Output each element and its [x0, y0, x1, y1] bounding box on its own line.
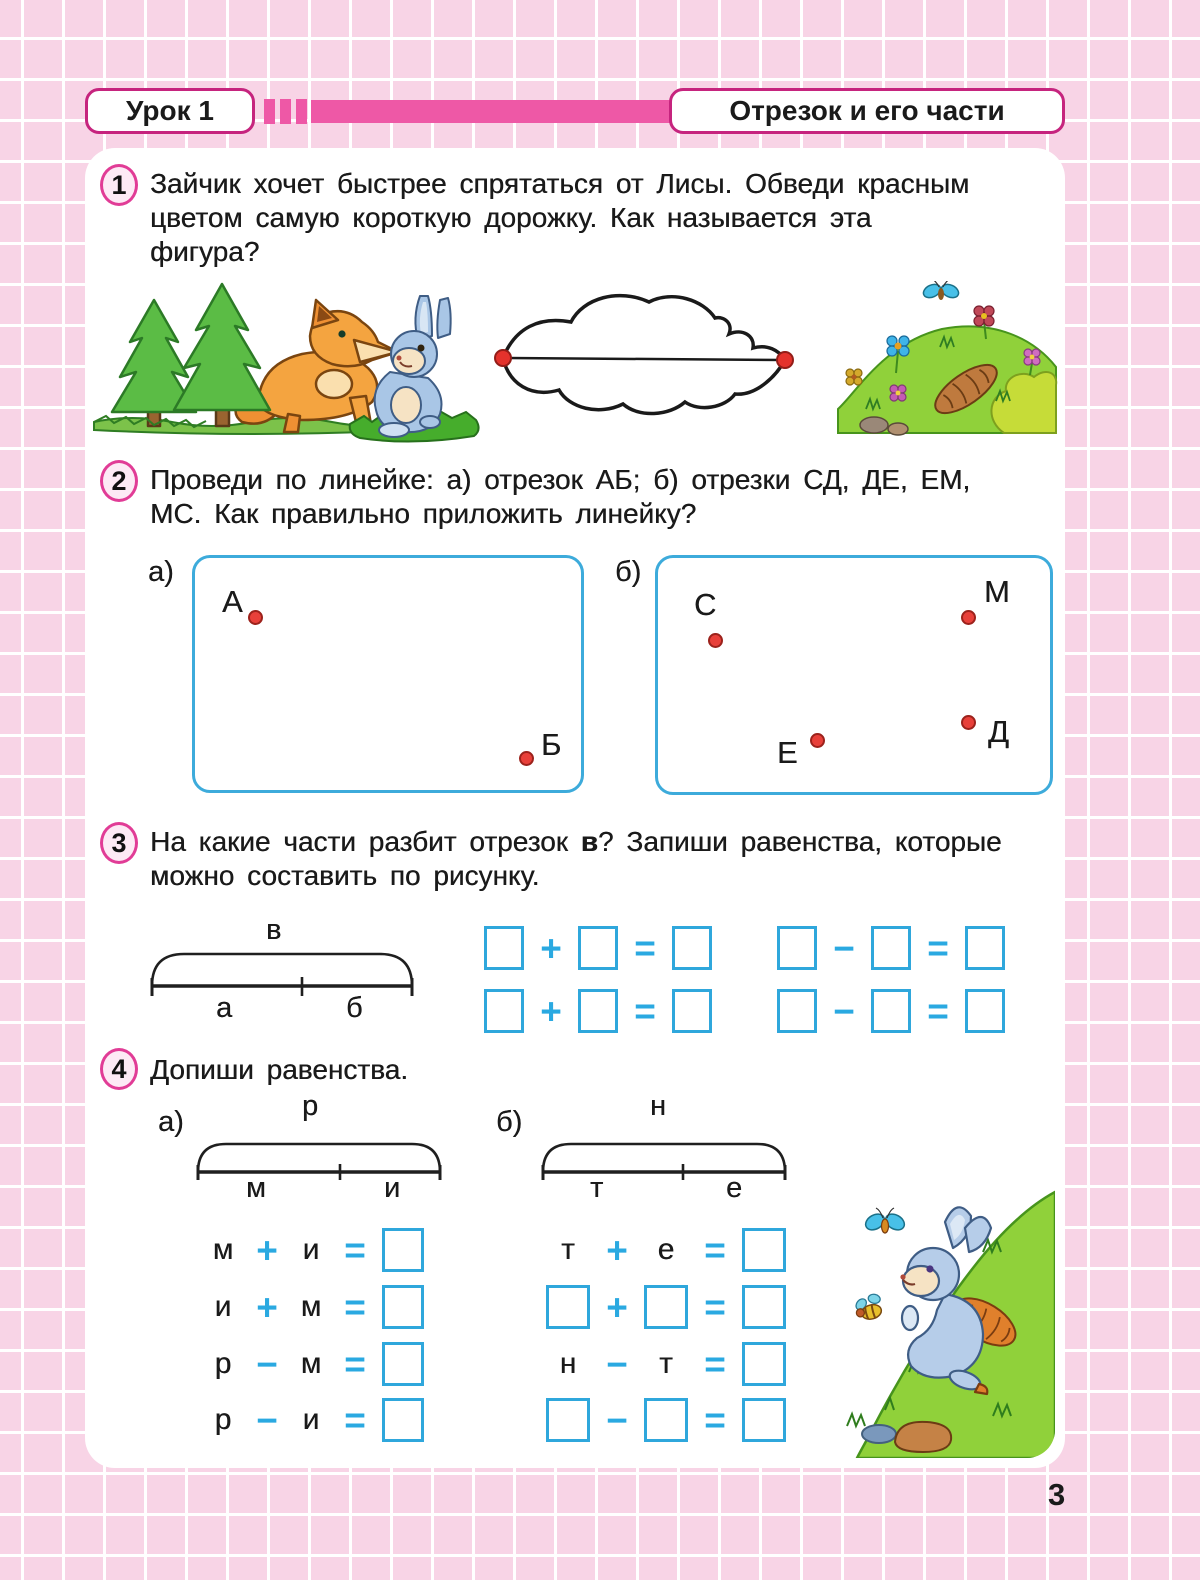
plus-sign: + [606, 1286, 628, 1328]
butterfly [921, 281, 960, 300]
segment-path [503, 358, 785, 360]
term-letter: м [212, 1233, 234, 1266]
answer-box[interactable] [742, 1285, 786, 1329]
fir-trees [112, 284, 270, 426]
butterfly [863, 1208, 907, 1233]
equals-sign: = [634, 990, 656, 1032]
task4-segment-diagram-b [535, 1122, 793, 1182]
equation-row [206, 1285, 424, 1329]
plus-sign: + [540, 927, 562, 969]
rabbit-illustration [342, 288, 487, 443]
answer-box[interactable] [382, 1285, 424, 1329]
task2-number: 2 [111, 465, 127, 496]
task3-segment-diagram [138, 912, 428, 1017]
task3-number-badge [100, 822, 138, 864]
term-letter: р [214, 1403, 232, 1436]
minus-sign: − [606, 1399, 628, 1441]
task1-text-line2: цветом самую короткую дорожку. Как называется эта [150, 202, 872, 233]
point-label-B: Б [541, 727, 562, 762]
equation-row [777, 926, 1005, 970]
task4-b-left-label: т [590, 1172, 604, 1204]
endpoint-dot [777, 352, 793, 368]
minus-sign: − [606, 1343, 628, 1385]
equals-sign: = [704, 1229, 726, 1271]
task4-title: Допиши равенства. [150, 1054, 409, 1085]
equals-sign: = [704, 1286, 726, 1328]
page-number: 3 [1048, 1477, 1066, 1512]
panel-a-label: а) [148, 556, 174, 588]
task3-left-label: а [216, 992, 233, 1024]
term-letter: и [214, 1290, 232, 1323]
equation-row [777, 989, 1005, 1033]
equals-sign: = [634, 927, 656, 969]
plus-sign: + [540, 990, 562, 1032]
task3-text-bold: в [580, 826, 598, 857]
bee [852, 1290, 886, 1322]
answer-box[interactable] [546, 1398, 590, 1442]
point-dot-C[interactable] [708, 633, 723, 648]
equation-row [546, 1228, 786, 1272]
answer-box[interactable] [546, 1285, 590, 1329]
plus-sign: + [256, 1286, 278, 1328]
equation-row [206, 1398, 424, 1442]
answer-box[interactable] [484, 926, 524, 970]
answer-box[interactable] [644, 1398, 688, 1442]
topic-label-box [669, 88, 1065, 134]
task4-diagram-b-label: б) [496, 1106, 523, 1138]
equation-row [546, 1285, 786, 1329]
equation-row [484, 926, 712, 970]
equals-sign: = [344, 1343, 366, 1385]
equals-sign: = [927, 990, 949, 1032]
stone [895, 1422, 951, 1452]
task3-text-post: ? Запиши равенства, которые [597, 826, 1002, 857]
answer-box[interactable] [777, 989, 817, 1033]
lower-path [503, 358, 785, 414]
equation-row [484, 989, 712, 1033]
term-letter: н [559, 1347, 577, 1380]
rabbit-burrow-illustration [833, 1188, 1055, 1458]
minus-sign: − [833, 927, 855, 969]
equals-sign: = [344, 1286, 366, 1328]
answer-box[interactable] [382, 1398, 424, 1442]
equals-sign: = [704, 1343, 726, 1385]
answer-box[interactable] [742, 1228, 786, 1272]
point-dot-D[interactable] [961, 715, 976, 730]
hill-illustration [836, 281, 1058, 436]
equals-sign: = [704, 1399, 726, 1441]
equals-sign: = [344, 1399, 366, 1441]
task4-diagram-a-label: а) [158, 1106, 184, 1138]
term-letter: е [657, 1233, 675, 1266]
answer-box[interactable] [777, 926, 817, 970]
upper-path [503, 296, 785, 360]
answer-box[interactable] [965, 989, 1005, 1033]
lesson-label-box [85, 88, 255, 134]
term-letter: р [214, 1347, 232, 1380]
task1-number: 1 [111, 169, 127, 200]
equation-row [206, 1228, 424, 1272]
answer-box[interactable] [644, 1285, 688, 1329]
answer-box[interactable] [382, 1228, 424, 1272]
task2-number-badge [100, 460, 138, 502]
task4-a-left-label: м [246, 1172, 266, 1204]
task4-number-badge [100, 1048, 138, 1090]
point-label-M: М [984, 574, 1010, 609]
term-letter: и [302, 1403, 320, 1436]
point-dot-M[interactable] [961, 610, 976, 625]
term-letter: т [561, 1233, 575, 1266]
answer-box[interactable] [742, 1342, 786, 1386]
task4-segment-diagram-a [190, 1122, 448, 1182]
point-label-A: А [222, 584, 243, 619]
lesson-label: Урок 1 [126, 95, 214, 126]
task1-text-line1: Зайчик хочет быстрее спрятаться от Лисы. Обведи красным [150, 168, 970, 199]
header-stripe [280, 99, 291, 124]
equals-sign: = [927, 927, 949, 969]
header-bar [311, 100, 677, 123]
task4-a-whole-label: р [302, 1090, 319, 1122]
task2-text-line2: МС. Как правильно приложить линейку? [150, 498, 697, 529]
header-stripe [264, 99, 275, 124]
answer-box[interactable] [578, 926, 618, 970]
task1-text-line3: фигура? [150, 236, 260, 267]
equals-sign: = [344, 1229, 366, 1271]
task4-b-whole-label: н [650, 1090, 667, 1122]
term-letter: м [300, 1290, 322, 1323]
task4-a-right-label: и [384, 1172, 401, 1204]
task3-text-pre: На какие части разбит отрезок [150, 826, 581, 857]
answer-box[interactable] [672, 989, 712, 1033]
equation-row [206, 1342, 424, 1386]
rabbit [375, 296, 451, 437]
equation-row [546, 1342, 786, 1386]
task1-number-badge [100, 164, 138, 206]
task3-number: 3 [111, 827, 127, 858]
term-letter: м [300, 1347, 322, 1380]
stone [860, 417, 888, 433]
task4-number: 4 [111, 1053, 127, 1084]
answer-box[interactable] [871, 926, 911, 970]
point-label-D: Д [988, 714, 1009, 749]
brace [543, 1144, 785, 1172]
grass-tuft [847, 1414, 865, 1426]
task3-right-label: б [346, 992, 363, 1024]
stone [888, 423, 908, 435]
paths-figure[interactable] [487, 276, 802, 441]
header-stripe [296, 99, 307, 124]
answer-box[interactable] [578, 989, 618, 1033]
brace [198, 1144, 440, 1172]
minus-sign: − [256, 1343, 278, 1385]
point-dot-B[interactable] [519, 751, 534, 766]
task3-whole-label: в [266, 914, 282, 946]
task4-b-right-label: е [726, 1172, 743, 1204]
answer-box[interactable] [672, 926, 712, 970]
term-letter: и [302, 1233, 320, 1266]
panel-b-label: б) [615, 556, 642, 588]
brace [152, 954, 412, 986]
answer-box[interactable] [871, 989, 911, 1033]
answer-box[interactable] [965, 926, 1005, 970]
task3-text-line2: можно составить по рисунку. [150, 860, 540, 891]
point-label-E: Е [777, 735, 798, 770]
task2-text-line1: Проведи по линейке: а) отрезок АБ; б) отрезки СД, ДЕ, ЕМ, [150, 464, 971, 495]
minus-sign: − [833, 990, 855, 1032]
point-dot-A[interactable] [248, 610, 263, 625]
answer-box[interactable] [742, 1398, 786, 1442]
point-label-C: С [694, 587, 717, 622]
topic-label: Отрезок и его части [729, 95, 1005, 126]
minus-sign: − [256, 1399, 278, 1441]
equation-row [546, 1398, 786, 1442]
term-letter: т [659, 1347, 673, 1380]
point-dot-E[interactable] [810, 733, 825, 748]
stone [862, 1425, 896, 1443]
plus-sign: + [256, 1229, 278, 1271]
answer-box[interactable] [382, 1342, 424, 1386]
plus-sign: + [606, 1229, 628, 1271]
endpoint-dot [495, 350, 511, 366]
task3-text-line1 [150, 826, 1002, 858]
answer-box[interactable] [484, 989, 524, 1033]
